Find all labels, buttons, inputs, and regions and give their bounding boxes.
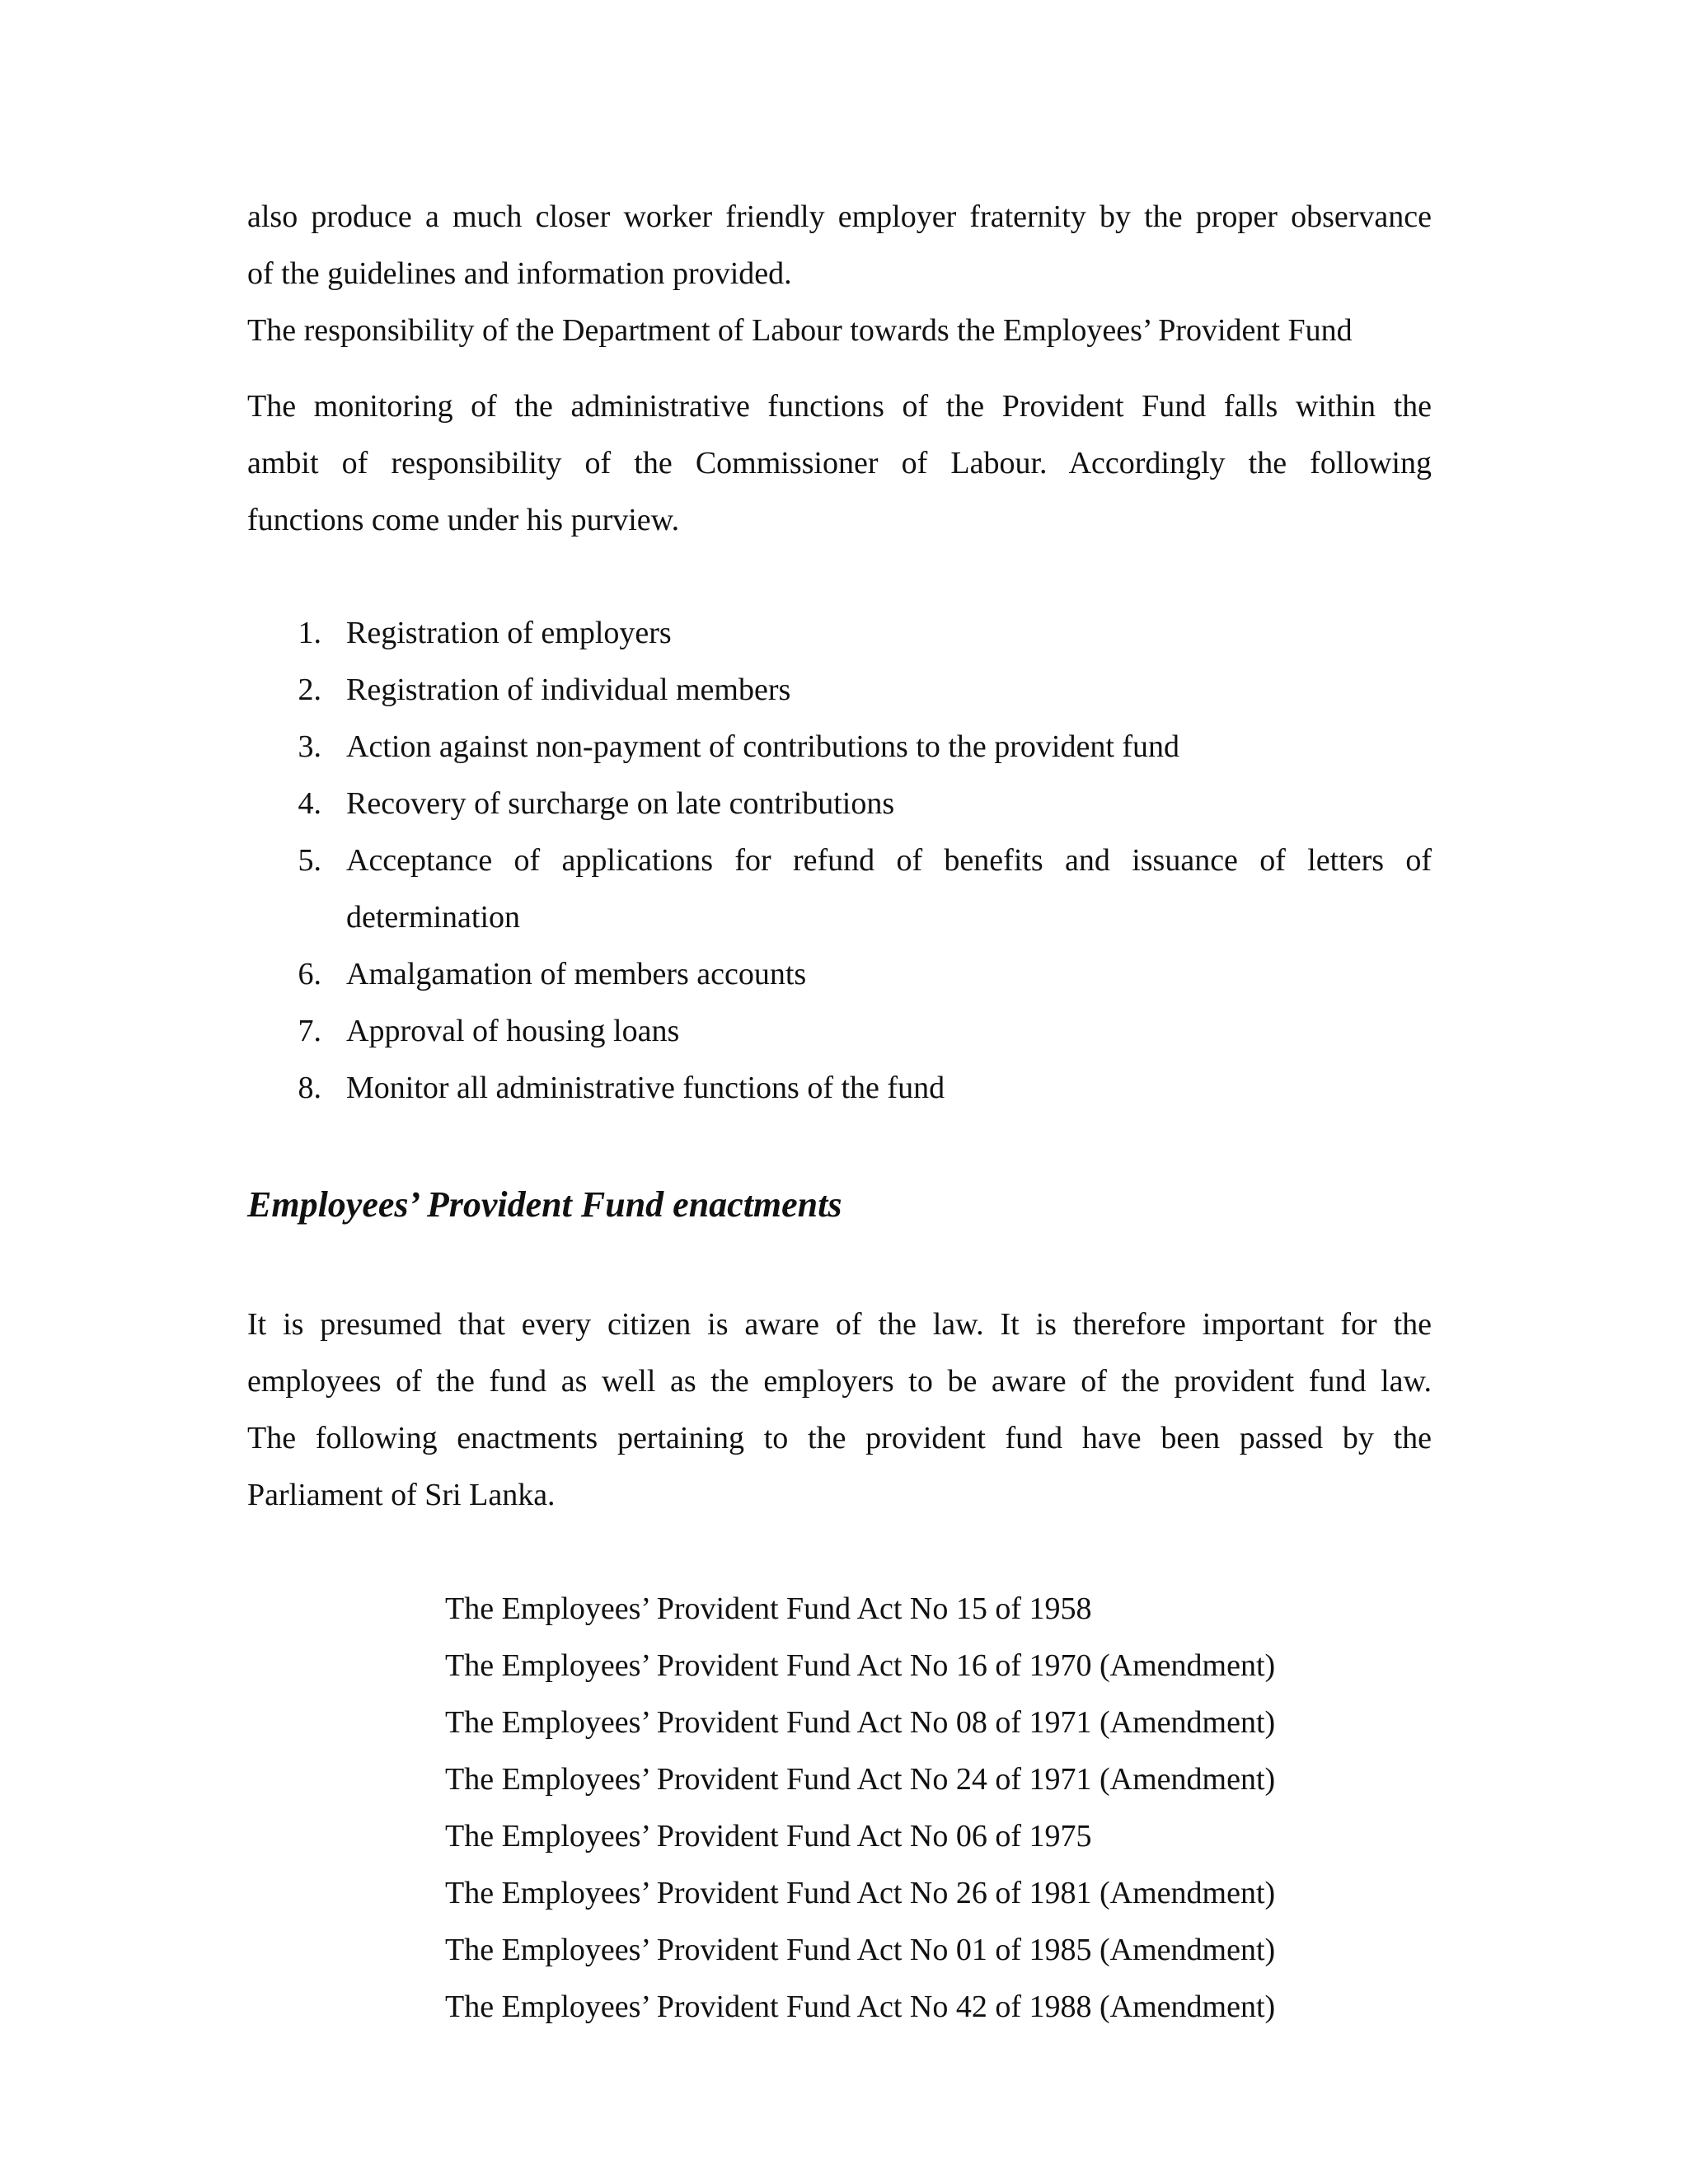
list-number: 8. — [298, 1071, 321, 1105]
list-text: Monitor all administrative functions of the fund — [346, 1071, 945, 1105]
enactments-line-3: The following enactments pertaining to the provident fund have been passed by the — [247, 1421, 1432, 1455]
act-item: The Employees’ Provident Fund Act No 01 of 1985 (Amendment) — [445, 1933, 1276, 1967]
list-number: 7. — [298, 1014, 321, 1048]
act-item: The Employees’ Provident Fund Act No 06 of 1975 — [445, 1819, 1092, 1854]
responsibility-title: The responsibility of the Department of Labour towards the Employees’ Provident Fund — [247, 313, 1353, 348]
section-heading: Employees’ Provident Fund enactments — [247, 1184, 842, 1225]
list-text-continuation: determination — [346, 900, 521, 935]
act-item: The Employees’ Provident Fund Act No 26 of 1981 (Amendment) — [445, 1876, 1276, 1910]
list-text: Acceptance of applications for refund of benefits and issuance of letters of — [346, 843, 1432, 878]
act-item: The Employees’ Provident Fund Act No 24 of 1971 (Amendment) — [445, 1762, 1276, 1797]
act-item: The Employees’ Provident Fund Act No 08 of 1971 (Amendment) — [445, 1705, 1276, 1740]
enactments-line-4: Parliament of Sri Lanka. — [247, 1478, 556, 1512]
list-number: 3. — [298, 729, 321, 764]
enactments-line-2: employees of the fund as well as the employers to be aware of the provident fund law. — [247, 1364, 1432, 1399]
list-text: Action against non-payment of contributions to the provident fund — [346, 729, 1180, 764]
list-number: 6. — [298, 957, 321, 991]
list-text: Registration of employers — [346, 616, 672, 650]
list-text: Amalgamation of members accounts — [346, 957, 807, 991]
intro-line-2: of the guidelines and information provided. — [247, 256, 792, 291]
list-number: 5. — [298, 843, 321, 878]
list-text: Registration of individual members — [346, 673, 791, 707]
list-number: 2. — [298, 673, 321, 707]
list-text: Approval of housing loans — [346, 1014, 680, 1048]
monitoring-line-3: functions come under his purview. — [247, 503, 680, 537]
act-item: The Employees’ Provident Fund Act No 16 of 1970 (Amendment) — [445, 1648, 1276, 1683]
monitoring-line-1: The monitoring of the administrative functions of the Provident Fund falls within the — [247, 389, 1432, 424]
intro-line-1: also produce a much closer worker friendly employer fraternity by the proper observance — [247, 199, 1432, 234]
list-number: 4. — [298, 786, 321, 821]
act-item: The Employees’ Provident Fund Act No 15 of 1958 — [445, 1591, 1092, 1626]
list-number: 1. — [298, 616, 321, 650]
act-item: The Employees’ Provident Fund Act No 42 of 1988 (Amendment) — [445, 1990, 1276, 2024]
monitoring-line-2: ambit of responsibility of the Commissioner of Labour. Accordingly the following — [247, 446, 1432, 480]
enactments-line-1: It is presumed that every citizen is aware of the law. It is therefore important for the — [247, 1307, 1432, 1342]
list-text: Recovery of surcharge on late contributions — [346, 786, 895, 821]
